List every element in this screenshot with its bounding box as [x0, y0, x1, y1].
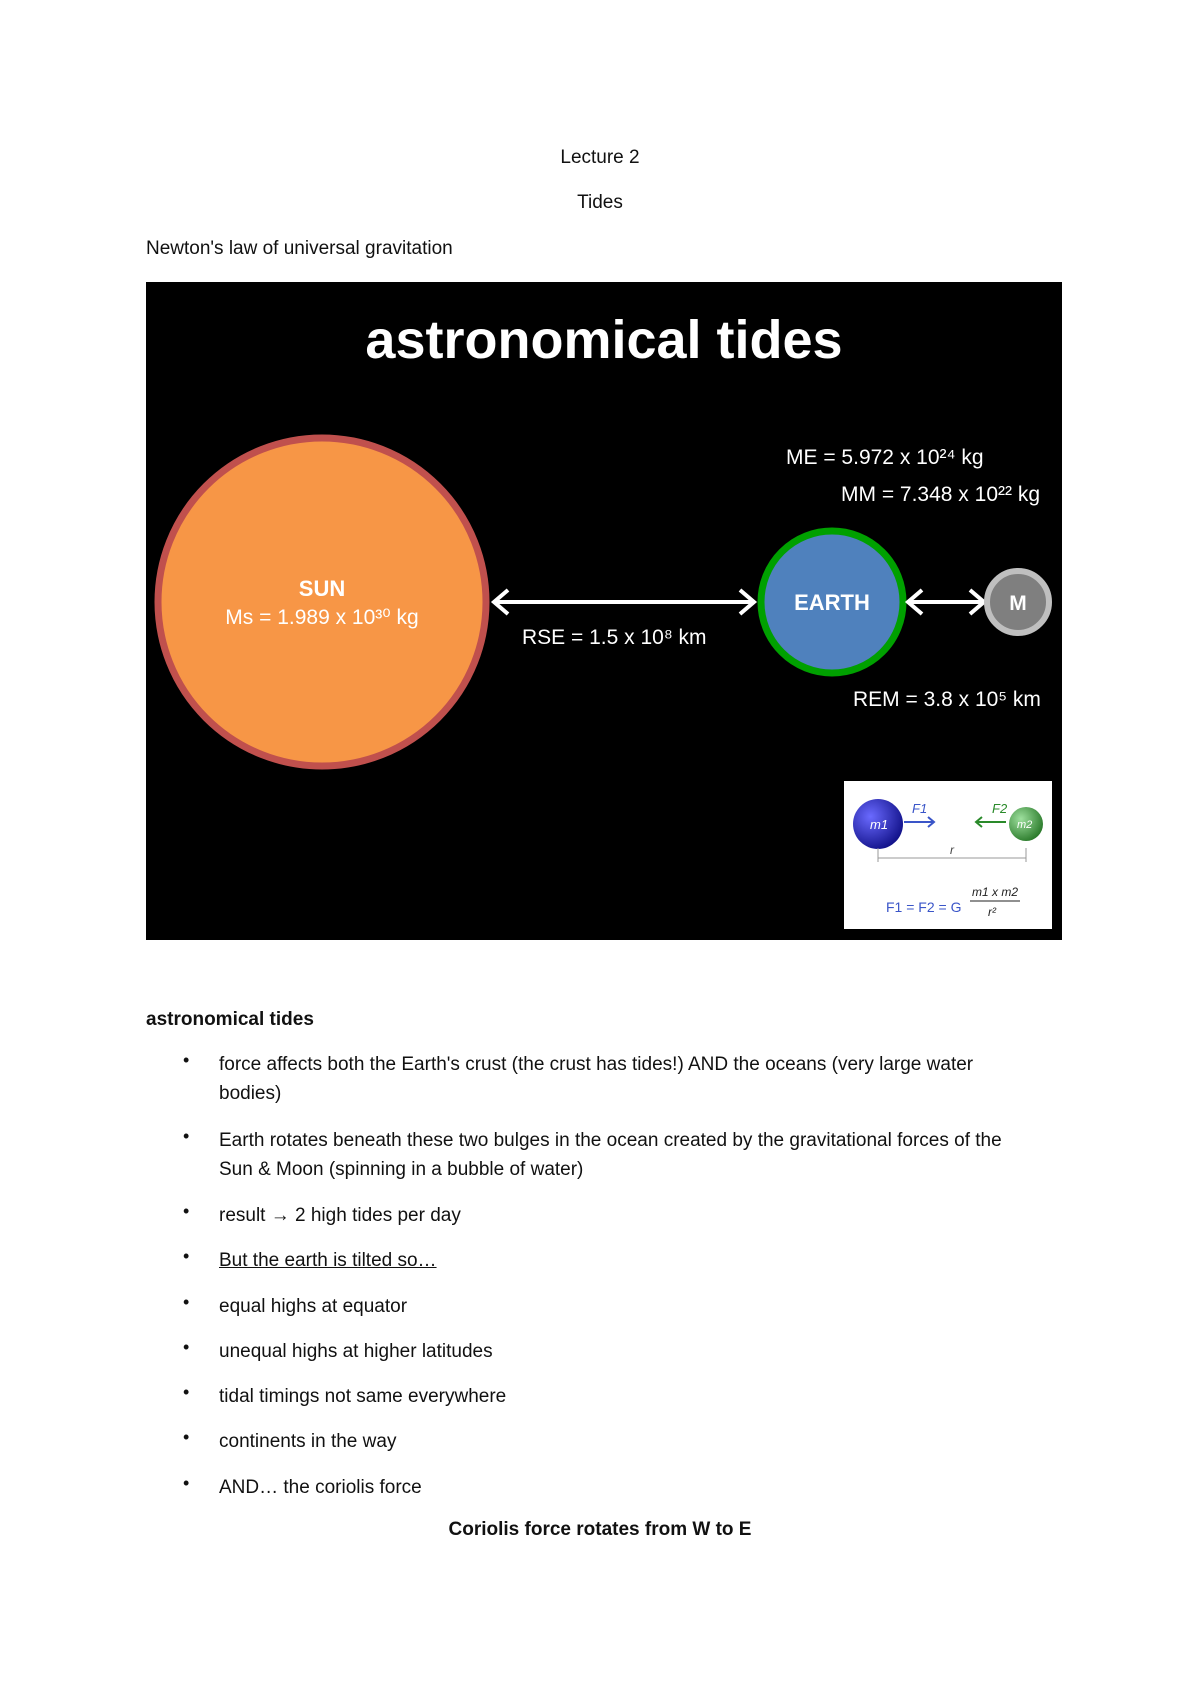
- inset-f2: F2: [992, 801, 1008, 816]
- list-item-text: result → 2 high tides per day: [219, 1205, 461, 1226]
- inset-denominator: r²: [988, 905, 996, 919]
- list-item-text: Earth rotates beneath these two bulges in the ocean created by the gravitational forces of the Sun & Moon (spinning in a bubble of water): [219, 1130, 1002, 1180]
- earth-moon-distance: REM = 3.8 x 10⁵ km: [853, 688, 1041, 711]
- list-item-text: But the earth is tilted so…: [219, 1250, 437, 1271]
- inset-m2: m2: [1017, 819, 1033, 831]
- earth-label: EARTH: [794, 590, 870, 615]
- bullet-icon: •: [183, 1126, 190, 1146]
- body-heading: astronomical tides: [146, 1009, 314, 1030]
- list-item-text: continents in the way: [219, 1431, 397, 1452]
- section-heading: Newton's law of universal gravitation: [146, 238, 453, 259]
- slide-graphic: [146, 282, 1062, 940]
- bullet-icon: •: [183, 1246, 190, 1266]
- sun-mass: Ms = 1.989 x 10³⁰ kg: [225, 606, 419, 629]
- bullet-icon: •: [183, 1427, 190, 1447]
- topic-title: Tides: [577, 192, 623, 213]
- bullet-icon: •: [183, 1050, 190, 1070]
- footer-statement: Coriolis force rotates from W to E: [448, 1519, 752, 1540]
- list-item-text: AND… the coriolis force: [219, 1477, 422, 1498]
- inset-m1: m1: [870, 817, 889, 832]
- list-item-text: unequal highs at higher latitudes: [219, 1341, 493, 1362]
- astronomical-tides-slide: [146, 282, 1062, 940]
- inset-f1: F1: [912, 801, 928, 816]
- sun-circle: [158, 438, 486, 766]
- moon-label: M: [1009, 592, 1027, 615]
- slide-title: astronomical tides: [365, 310, 843, 370]
- inset-r: r: [950, 843, 954, 857]
- bullet-icon: •: [183, 1292, 190, 1312]
- moon-mass: MM = 7.348 x 10²² kg: [841, 483, 1040, 506]
- sun-label: SUN: [298, 576, 346, 601]
- list-item-text: tidal timings not same everywhere: [219, 1386, 507, 1407]
- bullet-icon: •: [183, 1337, 190, 1357]
- lecture-label: Lecture 2: [560, 147, 640, 168]
- sun-earth-distance: RSE = 1.5 x 10⁸ km: [522, 626, 707, 649]
- bullet-icon: •: [183, 1201, 190, 1221]
- bullet-icon: •: [183, 1473, 190, 1493]
- earth-mass: ME = 5.972 x 10²⁴ kg: [786, 446, 984, 469]
- bullet-icon: •: [183, 1382, 190, 1402]
- list-item-text: force affects both the Earth's crust (the crust has tides!) AND the oceans (very large water bodies): [219, 1054, 974, 1104]
- list-item-text: equal highs at equator: [219, 1296, 408, 1317]
- inset-numerator: m1 x m2: [972, 885, 1019, 899]
- inset-formula: F1 = F2 = G: [886, 899, 962, 915]
